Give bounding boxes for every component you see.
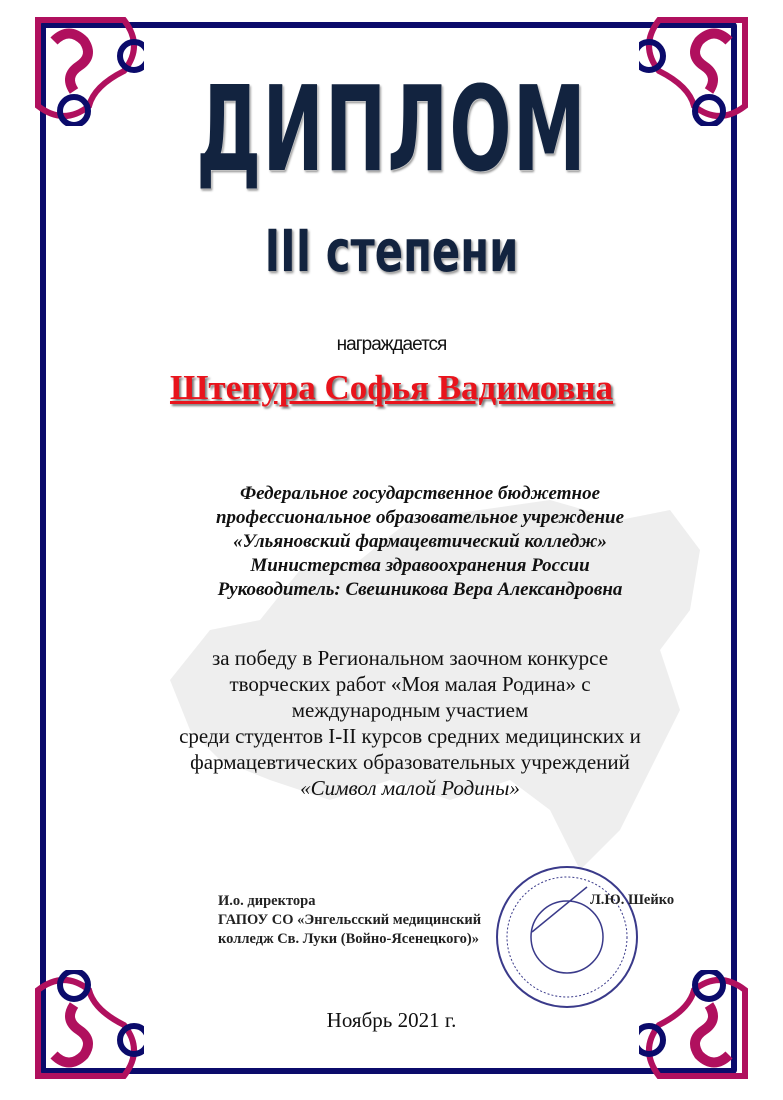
org-line: Руководитель: Свешникова Вера Александровна bbox=[217, 579, 623, 600]
reason-line: творческих работ «Моя малая Родина» с bbox=[229, 672, 591, 696]
issue-date: Ноябрь 2021 г. bbox=[326, 1008, 457, 1032]
org-line: Федеральное государственное бюджетное bbox=[240, 483, 600, 504]
diploma-degree: III степени bbox=[264, 217, 519, 285]
reason-line: среди студентов I-II курсов средних медицинских и bbox=[179, 724, 641, 748]
signer-name: Л.Ю. Шейко bbox=[590, 892, 675, 908]
organization-block bbox=[140, 482, 700, 602]
diploma-title: ДИПЛОМ bbox=[196, 60, 587, 198]
org-line: профессиональное образовательное учреждение bbox=[215, 507, 625, 528]
signature-block bbox=[218, 892, 481, 949]
ornament-corner-icon bbox=[34, 16, 144, 126]
org-line: «Ульяновский фармацевтический колледж» bbox=[233, 531, 607, 552]
reason-line: фармацевтических образовательных учреждений bbox=[190, 750, 630, 774]
ornament-corner-icon bbox=[639, 16, 749, 126]
awarded-label: награждается bbox=[336, 334, 447, 355]
award-reason bbox=[100, 645, 720, 801]
signature-line: колледж Св. Луки (Войно-Ясенецкого)» bbox=[218, 931, 479, 947]
reason-line: международным участием bbox=[291, 698, 529, 722]
official-stamp-icon bbox=[492, 862, 642, 1012]
nomination: «Символ малой Родины» bbox=[300, 776, 520, 800]
signature-line: ГАПОУ СО «Энгельсский медицинский bbox=[218, 912, 482, 928]
recipient-name: Штепура Софья Вадимовна bbox=[169, 368, 614, 407]
reason-line: за победу в Региональном заочном конкурсе bbox=[211, 646, 609, 670]
org-line: Министерства здравоохранения России bbox=[250, 555, 590, 576]
signature-line: И.о. директора bbox=[218, 893, 316, 909]
